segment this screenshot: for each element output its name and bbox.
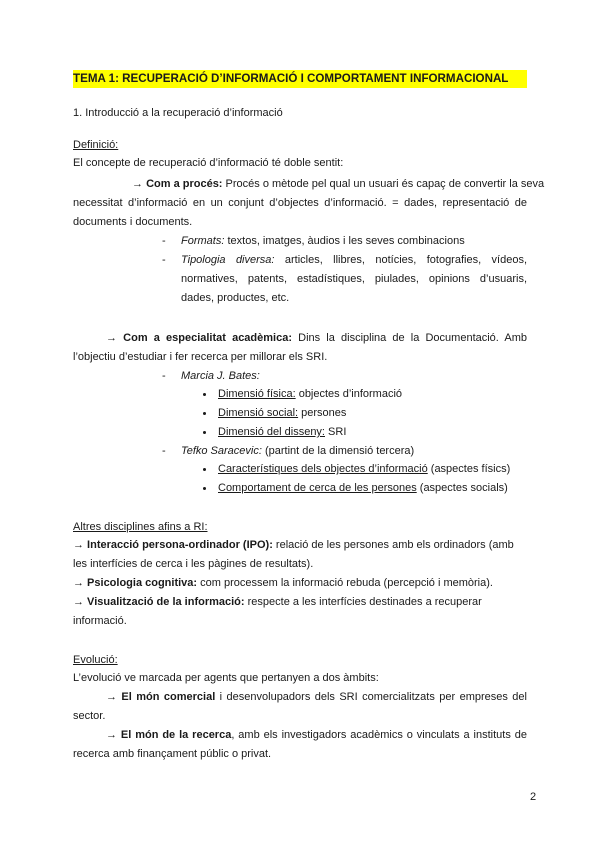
bullet-dot [203, 431, 206, 434]
proces-text: Procés o mètode pel qual un usuari és capaç de convertir la seva [225, 178, 545, 190]
dash-bullet: - [162, 370, 166, 382]
proces-paragraph-line3: documents i documents. [73, 216, 193, 228]
bates-item-desc: SRI [325, 426, 347, 438]
bates-item-desc: objectes d’informació [295, 388, 403, 400]
bates-item-term: Dimensió física: [218, 388, 296, 400]
bullet-dot [203, 468, 206, 471]
especialitat-label: Com a especialitat acadèmica: [123, 332, 292, 344]
definicio-heading: Definició: [73, 139, 119, 151]
comercial-label: → El món comercial [106, 691, 216, 703]
ipo-label: → Interacció persona-ordinador (IPO): [73, 539, 273, 551]
psico-label: → Psicologia cognitiva: [73, 577, 198, 589]
ipo-text: relació de les persones amb els ordinadors (amb [272, 539, 514, 551]
evolucio-heading: Evolució: [73, 654, 118, 666]
evolucio-intro: L’evolució ve marcada per agents que pertanyen a dos àmbits: [73, 672, 379, 684]
formats-label: Formats: [181, 235, 225, 247]
dash-bullet: - [162, 254, 166, 266]
proces-label: Com a procés: [146, 178, 223, 190]
bates-item-term: Dimensió del disseny: [218, 426, 325, 438]
altres-heading: Altres disciplines afins a RI: [73, 521, 208, 533]
ipo-line1 [73, 538, 514, 552]
saracevic-label: Tefko Saracevic: [181, 445, 262, 457]
saracevic-subitem [218, 481, 508, 495]
formats-text: textos, imatges, àudios i les seves combinacions [227, 235, 465, 247]
dash-bullet: - [162, 445, 166, 457]
saracevic-subitem-term: Característiques dels objectes d’informació [218, 463, 428, 475]
page-number: 2 [530, 791, 537, 803]
section-heading: 1. Introducció a la recuperació d’informació [73, 107, 283, 119]
ipo-line2: les interfícies de cerca i les pàgines de resultats). [73, 558, 314, 570]
comercial-text: i desenvolupadors dels SRI comercialitzats per empreses del [215, 691, 527, 703]
especialitat-text: Dins la disciplina de la Documentació. Amb [298, 332, 527, 344]
recerca-line2: recerca amb finançament públic o privat. [73, 748, 272, 760]
psico-text: com processem la informació rebuda (percepció i memòria). [197, 577, 493, 589]
document-title: TEMA 1: RECUPERACIÓ D’INFORMACIÓ I COMPORTAMENT INFORMACIONAL [73, 70, 527, 88]
bates-item-desc: persones [298, 407, 347, 419]
saracevic-note: (partint de la dimensió tercera) [261, 445, 415, 457]
bates-label: Marcia J. Bates: [181, 370, 260, 382]
bullet-dot [203, 412, 206, 415]
bates-item [218, 425, 346, 439]
especialitat-paragraph-line2: l’objectiu d’estudiar i fer recerca per millorar els SRI. [73, 351, 328, 363]
saracevic-subitem-desc: (aspectes físics) [427, 463, 511, 475]
comercial-line1 [106, 690, 527, 704]
tipologia-item-line2: normatives, patents, estadístiques, piulades, opinions d’usuaris, [181, 273, 527, 285]
bullet-dot [203, 393, 206, 396]
bates-item-term: Dimensió social: [218, 407, 299, 419]
bates-item [218, 406, 346, 420]
arrow-icon: → [106, 332, 117, 344]
proces-paragraph-line2: necessitat d’informació en un conjunt d’objectes d’informació. = dades, representació de [73, 197, 527, 209]
comercial-line2: sector. [73, 710, 106, 722]
visu-line1 [73, 595, 482, 609]
bates-item [218, 387, 402, 401]
tipologia-text: articles, llibres, notícies, fotografies, vídeos, [284, 254, 527, 266]
visu-line2: informació. [73, 615, 127, 627]
visu-label: → Visualització de la informació: [73, 596, 245, 608]
saracevic-subitem [218, 462, 510, 476]
recerca-label: → El món de la recerca [106, 729, 232, 741]
saracevic-subitem-term: Comportament de cerca de les persones [218, 482, 417, 494]
recerca-line1 [106, 728, 527, 742]
recerca-text: , amb els investigadors acadèmics o vinculats a instituts de [231, 729, 527, 741]
tipologia-item-line3: dades, productes, etc. [181, 292, 290, 304]
formats-item [181, 234, 465, 248]
definicio-intro: El concepte de recuperació d’informació té doble sentit: [73, 157, 344, 169]
psico-line [73, 576, 493, 590]
saracevic-item [181, 444, 414, 458]
dash-bullet: - [162, 235, 166, 247]
saracevic-subitem-desc: (aspectes socials) [416, 482, 508, 494]
visu-text: respecte a les interfícies destinades a recuperar [244, 596, 482, 608]
arrow-icon: → [132, 178, 143, 190]
proces-paragraph-line1 [132, 177, 545, 191]
tipologia-label: Tipologia diversa: [181, 254, 275, 266]
bullet-dot [203, 487, 206, 490]
tipologia-item-line1 [181, 253, 527, 267]
especialitat-paragraph-line1 [106, 331, 527, 345]
